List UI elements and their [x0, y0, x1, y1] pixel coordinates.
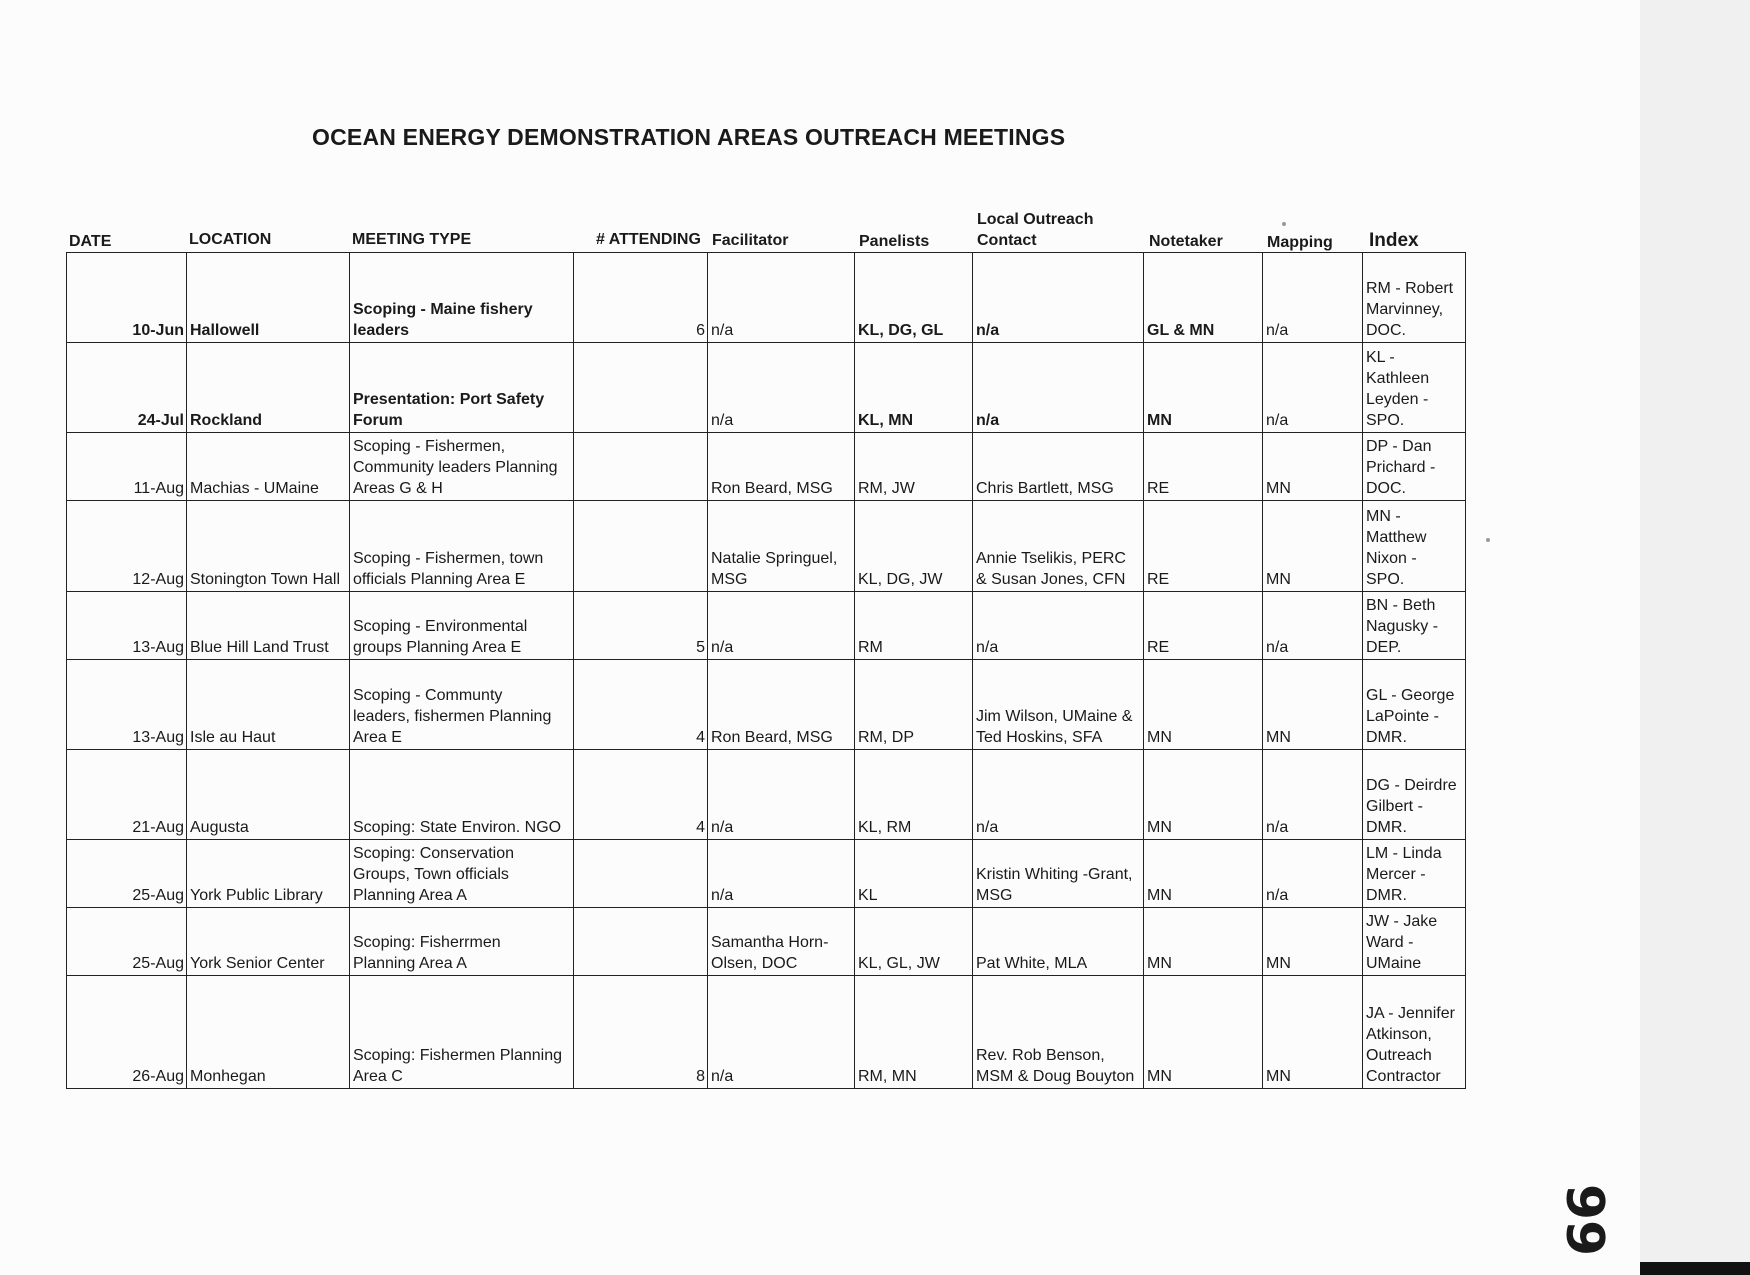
cell-notetaker: MN [1144, 750, 1263, 840]
cell-location: Stonington Town Hall [187, 501, 350, 592]
header-notetaker: Notetaker [1149, 233, 1223, 250]
cell-notetaker: MN [1144, 976, 1263, 1089]
cell-notetaker: MN [1144, 908, 1263, 976]
cell-facilitator: n/a [708, 750, 855, 840]
cell-local-contact: n/a [973, 750, 1144, 840]
cell-local-contact: Annie Tselikis, PERC & Susan Jones, CFN [973, 501, 1144, 592]
table-row [67, 750, 1466, 840]
cell-attending: 5 [574, 592, 708, 660]
cell-index: LM - Linda Mercer - DMR. [1363, 840, 1466, 908]
header-panelists: Panelists [859, 233, 930, 250]
table-row [67, 976, 1466, 1089]
scan-speck [1282, 222, 1286, 226]
cell-local-contact: n/a [973, 343, 1144, 433]
cell-meeting-type: Scoping - Maine fishery leaders [350, 253, 574, 343]
cell-notetaker: GL & MN [1144, 253, 1263, 343]
cell-local-contact: Chris Bartlett, MSG [973, 433, 1144, 501]
cell-local-contact: Jim Wilson, UMaine & Ted Hoskins, SFA [973, 660, 1144, 750]
table-row [67, 660, 1466, 750]
cell-date: 12-Aug [67, 501, 187, 592]
cell-panelists: RM, JW [855, 433, 973, 501]
page-number: 99 [1554, 1183, 1615, 1257]
document-title: OCEAN ENERGY DEMONSTRATION AREAS OUTREACH MEETINGS [312, 124, 1066, 150]
cell-mapping: n/a [1263, 750, 1363, 840]
cell-attending [574, 343, 708, 433]
cell-attending [574, 908, 708, 976]
cell-facilitator: n/a [708, 592, 855, 660]
cell-date: 25-Aug [67, 908, 187, 976]
cell-facilitator: Natalie Springuel, MSG [708, 501, 855, 592]
header-location: LOCATION [189, 231, 272, 248]
header-attending: # ATTENDING [596, 231, 701, 248]
cell-location: York Public Library [187, 840, 350, 908]
header-meeting-type: MEETING TYPE [352, 231, 472, 248]
cell-notetaker: MN [1144, 840, 1263, 908]
cell-facilitator: n/a [708, 343, 855, 433]
cell-attending: 4 [574, 750, 708, 840]
cell-date: 26-Aug [67, 976, 187, 1089]
cell-index: BN - Beth Nagusky - DEP. [1363, 592, 1466, 660]
cell-mapping: MN [1263, 908, 1363, 976]
cell-meeting-type: Scoping - Communty leaders, fishermen Planning Area E [350, 660, 574, 750]
header-facilitator: Facilitator [712, 232, 789, 249]
table-row [67, 253, 1466, 343]
cell-notetaker: RE [1144, 433, 1263, 501]
cell-panelists: KL, GL, JW [855, 908, 973, 976]
cell-location: Hallowell [187, 253, 350, 343]
cell-mapping: MN [1263, 660, 1363, 750]
header-local-contact: Local Outreach Contact [977, 211, 1094, 249]
cell-date: 24-Jul [67, 343, 187, 433]
cell-attending: 4 [574, 660, 708, 750]
cell-index: JW - Jake Ward - UMaine [1363, 908, 1466, 976]
cell-panelists: KL, DG, GL [855, 253, 973, 343]
cell-location: Augusta [187, 750, 350, 840]
cell-location: Monhegan [187, 976, 350, 1089]
meetings-table [66, 252, 1466, 1089]
cell-meeting-type: Scoping: State Environ. NGO [350, 750, 574, 840]
cell-date: 13-Aug [67, 660, 187, 750]
cell-panelists: KL, RM [855, 750, 973, 840]
header-index: Index [1369, 230, 1419, 251]
cell-date: 10-Jun [67, 253, 187, 343]
cell-meeting-type: Scoping - Fishermen, town officials Planning Area E [350, 501, 574, 592]
cell-mapping: MN [1263, 501, 1363, 592]
cell-attending: 6 [574, 253, 708, 343]
cell-index: JA - Jennifer Atkinson, Outreach Contractor [1363, 976, 1466, 1089]
scan-margin [1640, 0, 1750, 1275]
table-row [67, 343, 1466, 433]
cell-local-contact: Rev. Rob Benson, MSM & Doug Bouyton [973, 976, 1144, 1089]
cell-meeting-type: Scoping: Fishermen Planning Area C [350, 976, 574, 1089]
scan-speck [1486, 538, 1490, 542]
cell-meeting-type: Presentation: Port Safety Forum [350, 343, 574, 433]
table-row [67, 908, 1466, 976]
cell-meeting-type: Scoping: Conservation Groups, Town officials Planning Area A [350, 840, 574, 908]
cell-panelists: RM, MN [855, 976, 973, 1089]
cell-index: GL - George LaPointe - DMR. [1363, 660, 1466, 750]
cell-local-contact: n/a [973, 592, 1144, 660]
cell-notetaker: RE [1144, 501, 1263, 592]
cell-date: 11-Aug [67, 433, 187, 501]
cell-notetaker: RE [1144, 592, 1263, 660]
header-date: DATE [69, 233, 112, 250]
cell-mapping: MN [1263, 976, 1363, 1089]
cell-facilitator: Ron Beard, MSG [708, 660, 855, 750]
cell-index: DG - Deirdre Gilbert - DMR. [1363, 750, 1466, 840]
cell-meeting-type: Scoping: Fisherrmen Planning Area A [350, 908, 574, 976]
cell-facilitator: Samantha Horn- Olsen, DOC [708, 908, 855, 976]
cell-index: DP - Dan Prichard - DOC. [1363, 433, 1466, 501]
cell-notetaker: MN [1144, 660, 1263, 750]
cell-meeting-type: Scoping - Fishermen, Community leaders Planning Areas G & H [350, 433, 574, 501]
table-row [67, 592, 1466, 660]
table-row [67, 840, 1466, 908]
scan-bottom-edge [1640, 1262, 1750, 1275]
cell-mapping: n/a [1263, 253, 1363, 343]
cell-attending [574, 433, 708, 501]
header-mapping: Mapping [1267, 234, 1333, 251]
cell-mapping: MN [1263, 433, 1363, 501]
cell-attending: 8 [574, 976, 708, 1089]
cell-location: Isle au Haut [187, 660, 350, 750]
cell-index: KL - Kathleen Leyden - SPO. [1363, 343, 1466, 433]
cell-location: Blue Hill Land Trust [187, 592, 350, 660]
cell-facilitator: n/a [708, 976, 855, 1089]
cell-local-contact: Pat White, MLA [973, 908, 1144, 976]
cell-panelists: RM [855, 592, 973, 660]
cell-mapping: n/a [1263, 840, 1363, 908]
cell-local-contact: Kristin Whiting -Grant, MSG [973, 840, 1144, 908]
cell-index: MN - Matthew Nixon - SPO. [1363, 501, 1466, 592]
table-row [67, 501, 1466, 592]
cell-facilitator: n/a [708, 840, 855, 908]
cell-date: 21-Aug [67, 750, 187, 840]
cell-panelists: RM, DP [855, 660, 973, 750]
cell-location: York Senior Center [187, 908, 350, 976]
cell-location: Machias - UMaine [187, 433, 350, 501]
cell-panelists: KL [855, 840, 973, 908]
cell-local-contact: n/a [973, 253, 1144, 343]
cell-mapping: n/a [1263, 343, 1363, 433]
cell-index: RM - Robert Marvinney, DOC. [1363, 253, 1466, 343]
cell-date: 13-Aug [67, 592, 187, 660]
cell-attending [574, 501, 708, 592]
cell-location: Rockland [187, 343, 350, 433]
cell-notetaker: MN [1144, 343, 1263, 433]
cell-facilitator: Ron Beard, MSG [708, 433, 855, 501]
cell-date: 25-Aug [67, 840, 187, 908]
table-row [67, 433, 1466, 501]
cell-panelists: KL, DG, JW [855, 501, 973, 592]
cell-attending [574, 840, 708, 908]
cell-panelists: KL, MN [855, 343, 973, 433]
cell-mapping: n/a [1263, 592, 1363, 660]
cell-facilitator: n/a [708, 253, 855, 343]
cell-meeting-type: Scoping - Environmental groups Planning Area E [350, 592, 574, 660]
